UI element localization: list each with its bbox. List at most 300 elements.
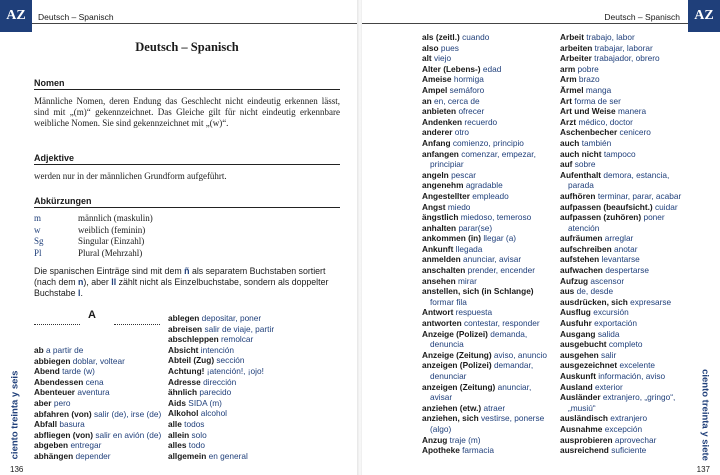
dictionary-entry	[422, 339, 547, 350]
entry-translation: terminar, parar, acabar	[597, 190, 682, 201]
dictionary-entry	[168, 377, 274, 388]
entry-headword: ausgehen	[560, 349, 599, 360]
dictionary-entry	[422, 43, 547, 54]
entry-headword: Anfang	[422, 137, 451, 148]
dictionary-entry	[422, 64, 547, 75]
entry-headword: ausländisch	[560, 413, 608, 424]
entry-headword: Absicht	[168, 344, 199, 355]
entry-translation: a partir de	[46, 345, 84, 355]
entry-headword: Andenken	[422, 116, 463, 127]
entry-headword: Arbeit	[560, 32, 584, 42]
dictionary-entry	[560, 53, 681, 64]
dictionary-entry	[422, 117, 547, 128]
entry-translation: en, cerca de	[434, 95, 480, 106]
entry-translation: traje (m)	[449, 434, 481, 445]
dictionary-entry	[560, 43, 681, 54]
entry-headword: Achtung!	[168, 365, 205, 376]
dictionary-entry	[422, 286, 547, 297]
entry-headword: Abendessen	[34, 376, 84, 387]
dictionary-entry	[168, 451, 274, 462]
logo-letter-a: A	[6, 8, 17, 23]
dictionary-entry	[560, 138, 681, 149]
abbr-key: w	[34, 224, 41, 235]
entry-translation: cuidar	[654, 201, 678, 212]
dictionary-entry	[560, 435, 681, 446]
entry-headword: aus	[560, 286, 575, 297]
dictionary-entry	[34, 409, 161, 420]
dictionary-entry	[422, 435, 547, 446]
entry-translation: anotar	[613, 243, 638, 254]
entry-translation: trabajar, laborar	[594, 42, 653, 53]
entry-headword: Ampel	[422, 84, 448, 95]
entry-headword: ähnlich	[168, 387, 198, 398]
dictionary-entry	[560, 350, 681, 361]
entry-headword: abgeben	[34, 440, 69, 451]
dictionary-entry	[560, 360, 681, 371]
entry-headword: allgemein	[168, 450, 207, 461]
dictionary-entry	[168, 345, 274, 356]
right-page	[362, 0, 720, 475]
entry-translation: agradable	[465, 180, 503, 191]
entry-headword: alt	[422, 53, 432, 64]
entry-translation: entregar	[70, 440, 102, 451]
entry-headword: an	[422, 95, 432, 106]
entry-column-1	[34, 345, 161, 462]
entry-translation: mirar	[457, 275, 477, 286]
entry-headword: aufschreiben	[560, 243, 612, 254]
entry-translation: manera	[617, 106, 647, 117]
entry-headword: abhängen	[34, 450, 74, 461]
entry-translation: también	[581, 137, 612, 148]
entry-headword: anhalten	[422, 222, 457, 233]
dictionary-entry	[560, 202, 681, 213]
az-logo	[688, 0, 720, 32]
spanish-sorting-note	[34, 266, 340, 299]
entry-translation: arreglar	[604, 233, 634, 244]
entry-translation: miedoso, temeroso	[460, 212, 532, 223]
entry-translation: exportación	[594, 318, 638, 329]
entry-translation: recuerdo	[464, 116, 498, 127]
entry-headword: ansehen	[422, 275, 456, 286]
entry-headword: Arzt	[560, 116, 577, 127]
dictionary-entry	[422, 149, 547, 160]
dictionary-entry	[560, 254, 681, 265]
entry-translation: atraer	[483, 402, 506, 413]
note-letter: ll	[111, 277, 117, 287]
side-tab-right	[694, 355, 716, 475]
dictionary-entry	[560, 85, 681, 96]
entry-headword: ängstlich	[422, 212, 459, 223]
dictionary-entry	[34, 419, 161, 430]
entry-headword: anderer	[422, 127, 453, 138]
dictionary-entry	[560, 445, 681, 456]
entry-translation: avisar	[430, 392, 453, 403]
dictionary-entry	[168, 440, 274, 451]
entry-headword: anzeigen (Zeitung)	[422, 381, 496, 392]
entry-headword: also	[422, 42, 439, 53]
dictionary-entry	[422, 403, 547, 414]
entry-translation: parar(se)	[458, 222, 493, 233]
dictionary-entry	[560, 329, 681, 340]
dictionary-entry	[422, 127, 547, 138]
entry-translation: médico, doctor	[578, 116, 633, 127]
entry-headword: Art und Weise	[560, 106, 616, 117]
entry-translation: „musiú“	[568, 402, 596, 413]
dictionary-entry	[422, 244, 547, 255]
entry-translation: salir (de), irse (de)	[93, 408, 162, 419]
dictionary-entry	[422, 318, 547, 329]
page-number-right: 137	[696, 465, 710, 474]
dictionary-entry	[560, 64, 681, 75]
dictionary-entry	[560, 424, 681, 435]
dictionary-entry	[422, 392, 547, 403]
dictionary-entry	[168, 366, 274, 377]
entry-translation: aventura	[77, 387, 110, 398]
entry-translation: tarde (w)	[62, 366, 95, 377]
letter-heading: A	[88, 309, 96, 321]
entry-headword: anschalten	[422, 265, 466, 276]
entry-translation: miedo	[447, 201, 471, 212]
entry-translation: despertarse	[605, 265, 650, 276]
entry-translation: edad	[482, 63, 502, 74]
dictionary-entry	[422, 360, 547, 371]
entry-translation: comenzar, empezar,	[461, 148, 536, 159]
abbreviation-row	[34, 225, 153, 237]
dictionary-entry	[560, 170, 681, 181]
entry-translation: anunciar,	[497, 381, 532, 392]
entry-translation: dirección	[203, 376, 237, 387]
section-heading-nomen: Nomen	[34, 78, 340, 90]
abbr-key: Sg	[34, 236, 44, 246]
side-tab-left	[4, 355, 26, 475]
entry-translation: expresarse	[630, 296, 672, 307]
dictionary-entry	[560, 223, 681, 234]
divider-dots-left	[34, 324, 80, 325]
entry-headword: Ärmel	[560, 84, 584, 95]
left-page	[0, 0, 358, 475]
entry-headword: anbieten	[422, 106, 457, 117]
dictionary-entry	[168, 313, 274, 324]
abbr-value: weiblich (feminin)	[78, 224, 146, 235]
entry-translation: alcohol	[200, 408, 228, 419]
dictionary-entry	[34, 356, 161, 367]
dictionary-entry	[422, 180, 547, 191]
dictionary-entry	[34, 440, 161, 451]
entry-headword: Aids	[168, 397, 186, 408]
dictionary-entry	[560, 307, 681, 318]
dictionary-entry	[560, 371, 681, 382]
dictionary-entry	[168, 355, 274, 366]
entry-translation: forma de ser	[574, 95, 621, 106]
dictionary-entry	[422, 74, 547, 85]
entry-translation: llegar (a)	[483, 233, 517, 244]
entry-translation: demandar,	[493, 360, 534, 371]
dictionary-entry	[560, 265, 681, 276]
dictionary-entry	[34, 430, 161, 441]
entry-translation: cenicero	[619, 127, 651, 138]
entry-translation: salir en avión (de)	[95, 429, 162, 440]
dictionary-entry	[560, 159, 681, 170]
entry-headword: angeln	[422, 169, 449, 180]
entry-headword: alles	[168, 440, 187, 451]
entry-headword: Abend	[34, 366, 60, 377]
dictionary-entry	[422, 191, 547, 202]
entry-headword: Abteil (Zug)	[168, 355, 215, 366]
note-text: als separatem Buchstaben sortiert (nach dem	[34, 266, 326, 287]
dictionary-entry	[560, 74, 681, 85]
dictionary-entry	[560, 233, 681, 244]
entry-headword: Aufenthalt	[560, 169, 602, 180]
entry-translation: denunciar	[430, 371, 467, 381]
dictionary-entry	[560, 403, 681, 414]
dictionary-entry	[560, 212, 681, 223]
entry-headword: ablegen	[168, 313, 200, 323]
entry-translation: exterior	[595, 381, 623, 392]
entry-column-2	[168, 313, 274, 461]
entry-translation: ascensor	[590, 275, 625, 286]
entry-headword: Ameise	[422, 74, 452, 85]
entry-translation: intención	[200, 344, 234, 355]
dictionary-entry	[422, 233, 547, 244]
dictionary-entry	[34, 387, 161, 398]
abbr-key: m	[34, 213, 42, 223]
running-header-left: Deutsch – Spanisch	[38, 12, 114, 22]
entry-headword: auch nicht	[560, 148, 602, 159]
entry-headword: ankommen (in)	[422, 233, 482, 244]
entry-translation: contestar, responder	[463, 318, 540, 329]
dictionary-entry	[560, 297, 681, 308]
entry-translation: semáforo	[449, 84, 485, 95]
dictionary-entry	[422, 371, 547, 382]
entry-headword: aufwachen	[560, 265, 603, 276]
side-tab-text: ciento treinta y seis	[9, 370, 21, 460]
dictionary-entry	[422, 32, 547, 43]
dictionary-entry	[422, 382, 547, 393]
entry-headword: allein	[168, 429, 190, 440]
entry-translation: remolcar	[221, 334, 254, 345]
entry-translation: tampoco	[603, 148, 636, 159]
entry-headword: ausdrücken, sich	[560, 296, 628, 307]
dictionary-entry	[34, 345, 161, 356]
entry-translation: todos	[184, 418, 205, 429]
dictionary-entry	[560, 286, 681, 297]
entry-translation: suficiente	[611, 445, 647, 456]
dictionary-entry	[560, 32, 681, 43]
entry-translation: pues	[440, 42, 459, 53]
dictionary-entry	[168, 430, 274, 441]
logo-letter-z: Z	[704, 8, 714, 23]
header-rule	[32, 23, 358, 24]
entry-headword: Adresse	[168, 376, 201, 387]
note-text: zählt nicht als Einzelbuchstabe, sondern als doppelter Buchstabe	[34, 277, 329, 298]
logo-letter-z: Z	[16, 8, 26, 23]
entry-translation: principiar	[430, 159, 464, 170]
entry-translation: doblar, voltear	[72, 355, 125, 366]
entry-translation: cena	[85, 376, 104, 387]
entry-translation: salir de viaje, partir	[204, 323, 275, 334]
dictionary-entry	[560, 382, 681, 393]
entry-translation: (algo)	[430, 423, 452, 434]
dictionary-entry	[34, 451, 161, 462]
entry-headword: aber	[34, 397, 52, 408]
dictionary-entry	[560, 413, 681, 424]
entry-headword: Ankunft	[422, 243, 454, 254]
entry-translation: salida	[597, 328, 620, 339]
dictionary-entry	[560, 180, 681, 191]
entry-headword: ab	[34, 345, 44, 355]
note-letter: l	[78, 288, 81, 298]
abbr-value: männlich (maskulin)	[78, 213, 153, 223]
dictionary-entry	[422, 223, 547, 234]
entry-headword: antworten	[422, 318, 462, 329]
entry-headword: arbeiten	[560, 42, 593, 53]
entry-translation: extranjero, „gringo“,	[602, 392, 676, 403]
entry-headword: anziehen, sich	[422, 413, 479, 424]
entry-headword: Apotheke	[422, 445, 460, 456]
entry-headword: ausgezeichnet	[560, 360, 618, 371]
dictionary-entry	[560, 191, 681, 202]
az-logo	[0, 0, 32, 32]
dictionary-entry	[168, 419, 274, 430]
entry-headword: aufpassen (zuhören)	[560, 212, 642, 223]
dictionary-entry	[560, 117, 681, 128]
entry-translation: formar fila	[430, 296, 467, 307]
entry-translation: levantarse	[601, 254, 640, 265]
entry-headword: anstellen, sich (in Schlange)	[422, 286, 534, 297]
entry-translation: SIDA (m)	[188, 397, 222, 408]
dictionary-entry	[422, 424, 547, 435]
entry-translation: basura	[59, 419, 85, 430]
entry-headword: Ausländer	[560, 392, 601, 403]
dictionary-entry	[168, 324, 274, 335]
entry-headword: ausgebucht	[560, 339, 607, 350]
entry-translation: farmacia	[462, 445, 494, 456]
entry-translation: pobre	[577, 63, 599, 74]
section-heading-abkuerzungen: Abkürzungen	[34, 196, 340, 208]
entry-headword: als (zeitl.)	[422, 32, 460, 42]
entry-headword: Abenteuer	[34, 387, 76, 398]
entry-translation: anunciar, avisar	[463, 254, 522, 265]
entry-headword: Ausgang	[560, 328, 596, 339]
entry-translation: prender, encender	[467, 265, 536, 276]
entry-translation: brazo	[578, 74, 600, 85]
entry-translation: completo	[608, 339, 643, 350]
entry-translation: viejo	[434, 53, 452, 64]
entry-headword: arm	[560, 63, 576, 74]
entry-translation: de, desde	[576, 286, 614, 297]
entry-translation: cuando	[462, 32, 490, 42]
entry-translation: aviso, anuncio	[493, 349, 547, 360]
entry-headword: Angestellter	[422, 190, 470, 201]
entry-translation: en general	[208, 450, 248, 461]
note-letter: n	[78, 277, 84, 287]
entry-headword: ausreichend	[560, 445, 609, 456]
entry-headword: Ausnahme	[560, 423, 603, 434]
entry-translation: salir	[601, 349, 617, 360]
entry-translation: sobre	[574, 159, 596, 170]
entry-headword: Auskunft	[560, 371, 596, 381]
page-title: Deutsch – Spanisch	[135, 40, 239, 54]
abbr-key: Pl	[34, 247, 42, 258]
entry-translation: demora, estancia,	[603, 169, 670, 180]
dictionary-entry	[560, 276, 681, 287]
entry-headword: Angst	[422, 201, 446, 212]
entry-translation: pescar	[451, 169, 476, 180]
page-number-left: 136	[10, 465, 24, 474]
entry-headword: Anzeige (Zeitung)	[422, 349, 492, 360]
entry-translation: hormiga	[453, 74, 484, 85]
entry-headword: anzeigen (Polizei)	[422, 360, 492, 371]
dictionary-entry	[168, 408, 274, 419]
note-text: ), aber	[83, 277, 112, 287]
dictionary-entry	[422, 445, 547, 456]
entry-translation: trabajo, labor	[586, 32, 635, 42]
entry-headword: Alkohol	[168, 408, 199, 419]
entry-headword: Antwort	[422, 307, 454, 318]
dictionary-entry	[422, 307, 547, 318]
note-text: .	[80, 288, 83, 298]
entry-translation: otro	[454, 127, 470, 138]
dictionary-entry	[34, 377, 161, 388]
abbreviation-row	[34, 213, 153, 225]
entry-headword: Arm	[560, 74, 577, 85]
entry-headword: Art	[560, 95, 572, 106]
entry-headword: anmelden	[422, 254, 461, 265]
entry-translation: empleado	[472, 190, 509, 201]
entry-headword: aufräumen	[560, 233, 603, 244]
entry-headword: angenehm	[422, 180, 464, 191]
entry-headword: aufpassen (beaufsicht.)	[560, 201, 653, 212]
dictionary-entry	[422, 159, 547, 170]
abbreviation-list	[34, 213, 153, 259]
entry-headword: anziehen (etw.)	[422, 402, 482, 413]
entry-headword: Alter (Lebens-)	[422, 63, 481, 74]
dictionary-entry	[422, 96, 547, 107]
entry-headword: auch	[560, 137, 580, 148]
entry-translation: vestirse, ponerse	[481, 413, 545, 424]
entry-translation: ¡atención!, ¡ojo!	[206, 365, 264, 376]
entry-translation: excursión	[593, 307, 629, 318]
entry-translation: todo	[188, 440, 205, 451]
entry-headword: Ausfuhr	[560, 318, 592, 329]
abbr-value: Singular (Einzahl)	[78, 236, 145, 246]
entry-headword: Aufzug	[560, 275, 589, 286]
dictionary-entry	[168, 398, 274, 409]
entry-headword: Aschenbecher	[560, 127, 618, 138]
dictionary-entry	[168, 387, 274, 398]
entry-translation: excelente	[619, 360, 656, 371]
entry-translation: parecido	[199, 387, 232, 398]
entry-translation: ofrecer	[458, 106, 485, 117]
entry-translation: manga	[585, 84, 612, 95]
dictionary-entry	[422, 413, 547, 424]
entry-headword: Ausland	[560, 381, 593, 392]
entry-column-4	[560, 32, 681, 456]
entry-headword: Arbeiter	[560, 53, 592, 64]
entry-translation: solo	[191, 429, 207, 440]
entry-headword: anfangen	[422, 148, 459, 159]
entry-translation: llegada	[455, 243, 483, 254]
entry-translation: denuncia	[430, 339, 464, 350]
entry-headword: abreisen	[168, 323, 203, 334]
dictionary-entry	[34, 398, 161, 409]
entry-headword: Ausflug	[560, 307, 591, 318]
dictionary-entry	[422, 170, 547, 181]
dictionary-entry	[168, 334, 274, 345]
entry-headword: abfliegen (von)	[34, 429, 94, 440]
dictionary-entry	[422, 265, 547, 276]
entry-headword: abschleppen	[168, 334, 219, 345]
